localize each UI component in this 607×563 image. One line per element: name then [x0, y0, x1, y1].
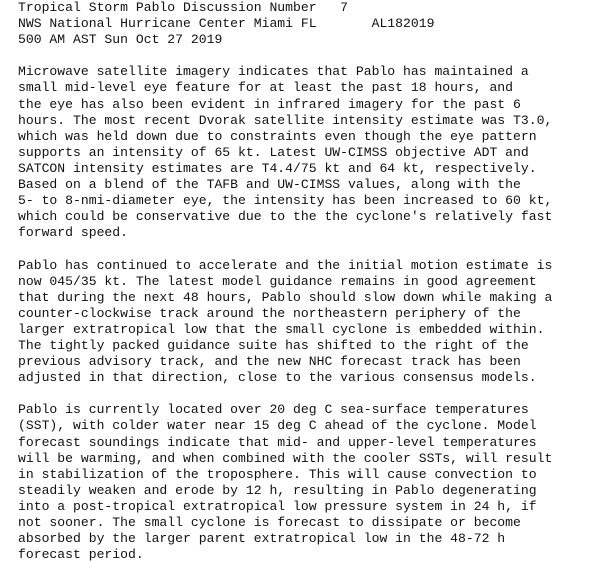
- paragraph-forecast: [18, 402, 603, 563]
- text-line: Based on a blend of the TAFB and UW-CIMSS values, along with the: [18, 177, 521, 193]
- text-line: previous advisory track, and the new NHC forecast track has been: [18, 354, 521, 370]
- text-line: steadily weaken and erode by 12 h, resulting in Pablo degenerating: [18, 482, 537, 498]
- paragraph-motion: [18, 258, 603, 387]
- text-line: not sooner. The small cyclone is forecast to dissipate or become: [18, 515, 521, 530]
- text-line: counter-clockwise track around the northeastern periphery of the: [18, 305, 521, 321]
- header-office-line: NWS National Hurricane Center Miami FL AL182019: [18, 16, 435, 32]
- text-line: forward speed.: [18, 225, 129, 241]
- text-line: SATCON intensity estimates are T4.4/75 kt and 64 kt, respectively.: [18, 160, 537, 176]
- text-line: 5- to 8-nmi-diameter eye, the intensity has been increased to 60 kt,: [18, 193, 553, 209]
- text-line: forecast period.: [18, 547, 144, 563]
- header-title-line: Tropical Storm Pablo Discussion Number 7: [18, 0, 349, 15]
- text-line: (SST), with colder water near 15 deg C ahead of the cyclone. Model: [18, 418, 537, 434]
- text-line: The tightly packed guidance suite has shifted to the right of the: [18, 337, 529, 353]
- paragraph-intensity: [18, 64, 603, 241]
- text-line: now 045/35 kt. The latest model guidance remains in good agreement: [18, 273, 537, 289]
- text-line: will be warming, and when combined with the cooler SSTs, will result: [18, 450, 553, 466]
- text-line: into a post-tropical extratropical low pressure system in 24 h, if: [18, 498, 537, 514]
- text-line: which could be conservative due to the the cyclone's relatively fast: [18, 209, 553, 225]
- text-line: which was held down due to constraints even though the eye pattern: [18, 128, 537, 144]
- text-line: the eye has also been evident in infrared imagery for the past 6: [18, 96, 521, 112]
- text-line: hours. The most recent Dvorak satellite intensity estimate was T3.0,: [18, 112, 553, 128]
- text-line: forecast soundings indicate that mid- and upper-level temperatures: [18, 434, 537, 450]
- text-line: Pablo is currently located over 20 deg C sea-surface temperatures: [18, 402, 529, 418]
- text-line: Pablo has continued to accelerate and the initial motion estimate is: [18, 257, 553, 273]
- text-line: supports an intensity of 65 kt. Latest UW-CIMSS objective ADT and: [18, 144, 529, 160]
- text-line: small mid-level eye feature for at least the past 18 hours, and: [18, 80, 514, 96]
- text-line: that during the next 48 hours, Pablo should slow down while making a: [18, 289, 553, 305]
- text-line: larger extratropical low that the small cyclone is embedded within.: [18, 321, 545, 337]
- text-line: in stabilization of the troposphere. This will cause convection to: [18, 466, 537, 482]
- text-line: absorbed by the larger parent extratropical low in the 48-72 h: [18, 531, 506, 547]
- text-line: Microwave satellite imagery indicates that Pablo has maintained a: [18, 64, 529, 80]
- discussion-document: [18, 0, 603, 563]
- header-time-line: 500 AM AST Sun Oct 27 2019: [18, 32, 223, 48]
- text-line: adjusted in that direction, close to the various consensus models.: [18, 370, 537, 386]
- discussion-header: [18, 0, 603, 48]
